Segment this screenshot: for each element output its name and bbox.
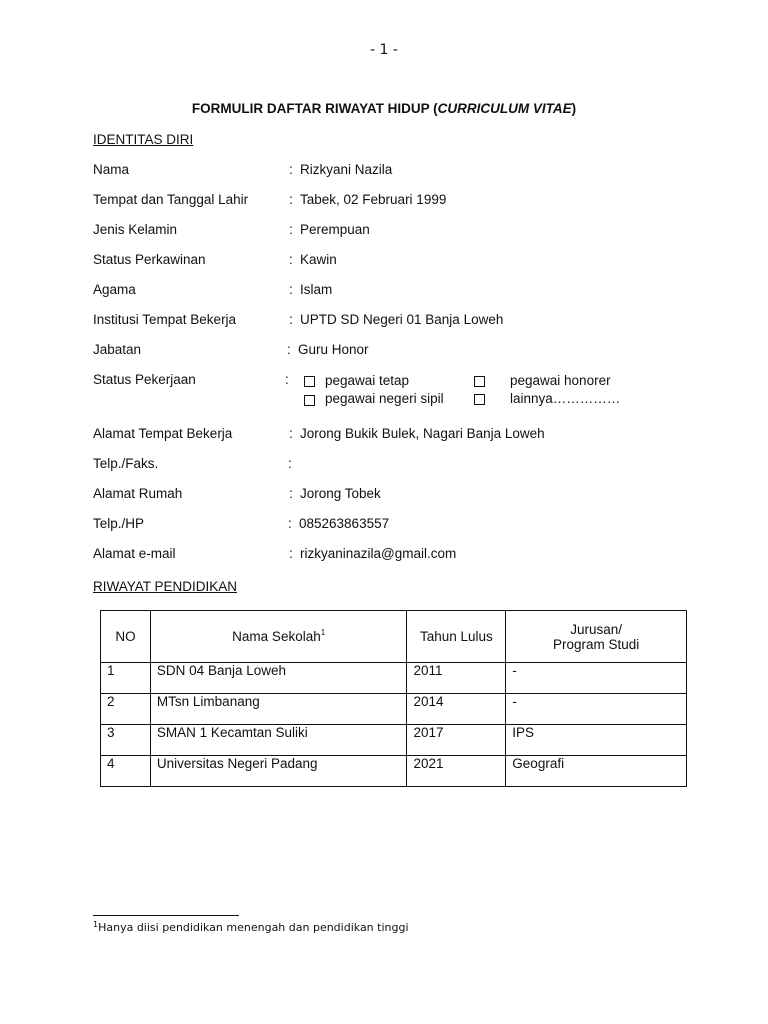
cell-no: 4 [101, 756, 151, 787]
table-row [101, 756, 687, 787]
field-value-agama: Islam [300, 282, 333, 297]
field-label-alamat-rumah: Alamat Rumah [93, 486, 183, 501]
field-label-jenis-kelamin: Jenis Kelamin [93, 222, 178, 237]
cell-major: - [506, 694, 687, 725]
field-colon: : [285, 372, 289, 387]
field-label-alamat-email: Alamat e-mail [93, 546, 176, 561]
cell-year: 2021 [407, 756, 506, 787]
cell-major: - [506, 663, 687, 694]
column-header-no: NO [101, 611, 151, 663]
footnote-text: Hanya diisi pendidikan menengah dan pendidikan tinggi [98, 921, 409, 934]
column-header-school-label: Nama Sekolah [232, 629, 321, 644]
field-colon: : [289, 162, 293, 177]
field-colon: : [289, 222, 293, 237]
field-colon: : [289, 546, 293, 561]
field-colon: : [287, 342, 291, 357]
field-colon: : [289, 282, 293, 297]
page-title [0, 101, 768, 116]
cell-year: 2014 [407, 694, 506, 725]
title-main: FORMULIR DAFTAR RIWAYAT HIDUP ( [191, 101, 438, 116]
field-value-alamat-tempat-bekerja: Jorong Bukik Bulek, Nagari Banja Loweh [300, 426, 545, 441]
checkbox-label-lainnya: lainnya…………… [510, 391, 621, 406]
field-value-tempat-tanggal-lahir: Tabek, 02 Februari 1999 [300, 192, 447, 207]
field-label-tempat-tanggal-lahir: Tempat dan Tanggal Lahir [93, 192, 249, 207]
field-colon: : [289, 486, 293, 501]
table-row [101, 694, 687, 725]
field-colon: : [289, 252, 293, 267]
field-value-jenis-kelamin: Perempuan [300, 222, 370, 237]
field-label-status-perkawinan: Status Perkawinan [93, 252, 206, 267]
field-value-alamat-rumah: Jorong Tobek [300, 486, 381, 501]
footnote-separator [93, 915, 239, 916]
column-header-school [150, 611, 407, 663]
page-number: - 1 - [370, 42, 398, 58]
field-label-nama: Nama [93, 162, 130, 177]
identity-section-heading: IDENTITAS DIRI [93, 132, 194, 147]
cell-no: 2 [101, 694, 151, 725]
field-label-telp-hp: Telp./HP [93, 516, 145, 531]
cell-major: Geografi [506, 756, 687, 787]
cell-school: Universitas Negeri Padang [150, 756, 407, 787]
cell-no: 3 [101, 725, 151, 756]
field-value-jabatan: Guru Honor [298, 342, 369, 357]
field-colon: : [289, 192, 293, 207]
cell-school: SDN 04 Banja Loweh [150, 663, 407, 694]
table-row [101, 725, 687, 756]
checkbox-pegawai-tetap[interactable] [304, 376, 315, 387]
title-italic: CURRICULUM VITAE [437, 101, 572, 116]
table-row [101, 663, 687, 694]
column-header-major-line1: Jurusan/ [570, 621, 623, 637]
checkbox-lainnya[interactable] [474, 394, 485, 405]
footnote [93, 921, 409, 934]
field-value-telp-hp: 085263863557 [299, 516, 390, 531]
education-section-heading: RIWAYAT PENDIDIKAN [93, 579, 238, 594]
title-end: ) [571, 101, 577, 116]
cell-year: 2017 [407, 725, 506, 756]
field-colon: : [289, 426, 293, 441]
field-label-jabatan: Jabatan [93, 342, 142, 357]
checkbox-label-pegawai-negeri-sipil: pegawai negeri sipil [325, 391, 444, 406]
checkbox-pegawai-honorer[interactable] [474, 376, 485, 387]
cell-no: 1 [101, 663, 151, 694]
footnote-marker: 1 [320, 628, 326, 637]
column-header-major-line2: Program Studi [553, 636, 640, 652]
field-colon: : [289, 312, 293, 327]
column-header-year: Tahun Lulus [407, 611, 506, 663]
field-value-nama: Rizkyani Nazila [300, 162, 393, 177]
field-label-agama: Agama [93, 282, 136, 297]
field-colon: : [288, 456, 292, 471]
field-label-institusi: Institusi Tempat Bekerja [93, 312, 237, 327]
field-value-alamat-email: rizkyaninazila@gmail.com [300, 546, 457, 561]
cell-year: 2011 [407, 663, 506, 694]
field-value-institusi: UPTD SD Negeri 01 Banja Loweh [300, 312, 504, 327]
cell-school: MTsn Limbanang [150, 694, 407, 725]
cell-school: SMAN 1 Kecamtan Suliki [150, 725, 407, 756]
field-value-status-perkawinan: Kawin [300, 252, 337, 267]
table-header-row [101, 611, 687, 663]
cell-major: IPS [506, 725, 687, 756]
field-label-alamat-tempat-bekerja: Alamat Tempat Bekerja [93, 426, 233, 441]
field-label-telp-faks: Telp./Faks. [93, 456, 159, 471]
footnote-marker: 1 [93, 920, 99, 929]
checkbox-label-pegawai-tetap: pegawai tetap [325, 373, 410, 388]
checkbox-pegawai-negeri-sipil[interactable] [304, 395, 315, 406]
education-table [100, 610, 687, 787]
checkbox-label-pegawai-honorer: pegawai honorer [510, 373, 611, 388]
column-header-major [506, 611, 687, 663]
field-label-status-pekerjaan: Status Pekerjaan [93, 372, 196, 387]
field-colon: : [288, 516, 292, 531]
